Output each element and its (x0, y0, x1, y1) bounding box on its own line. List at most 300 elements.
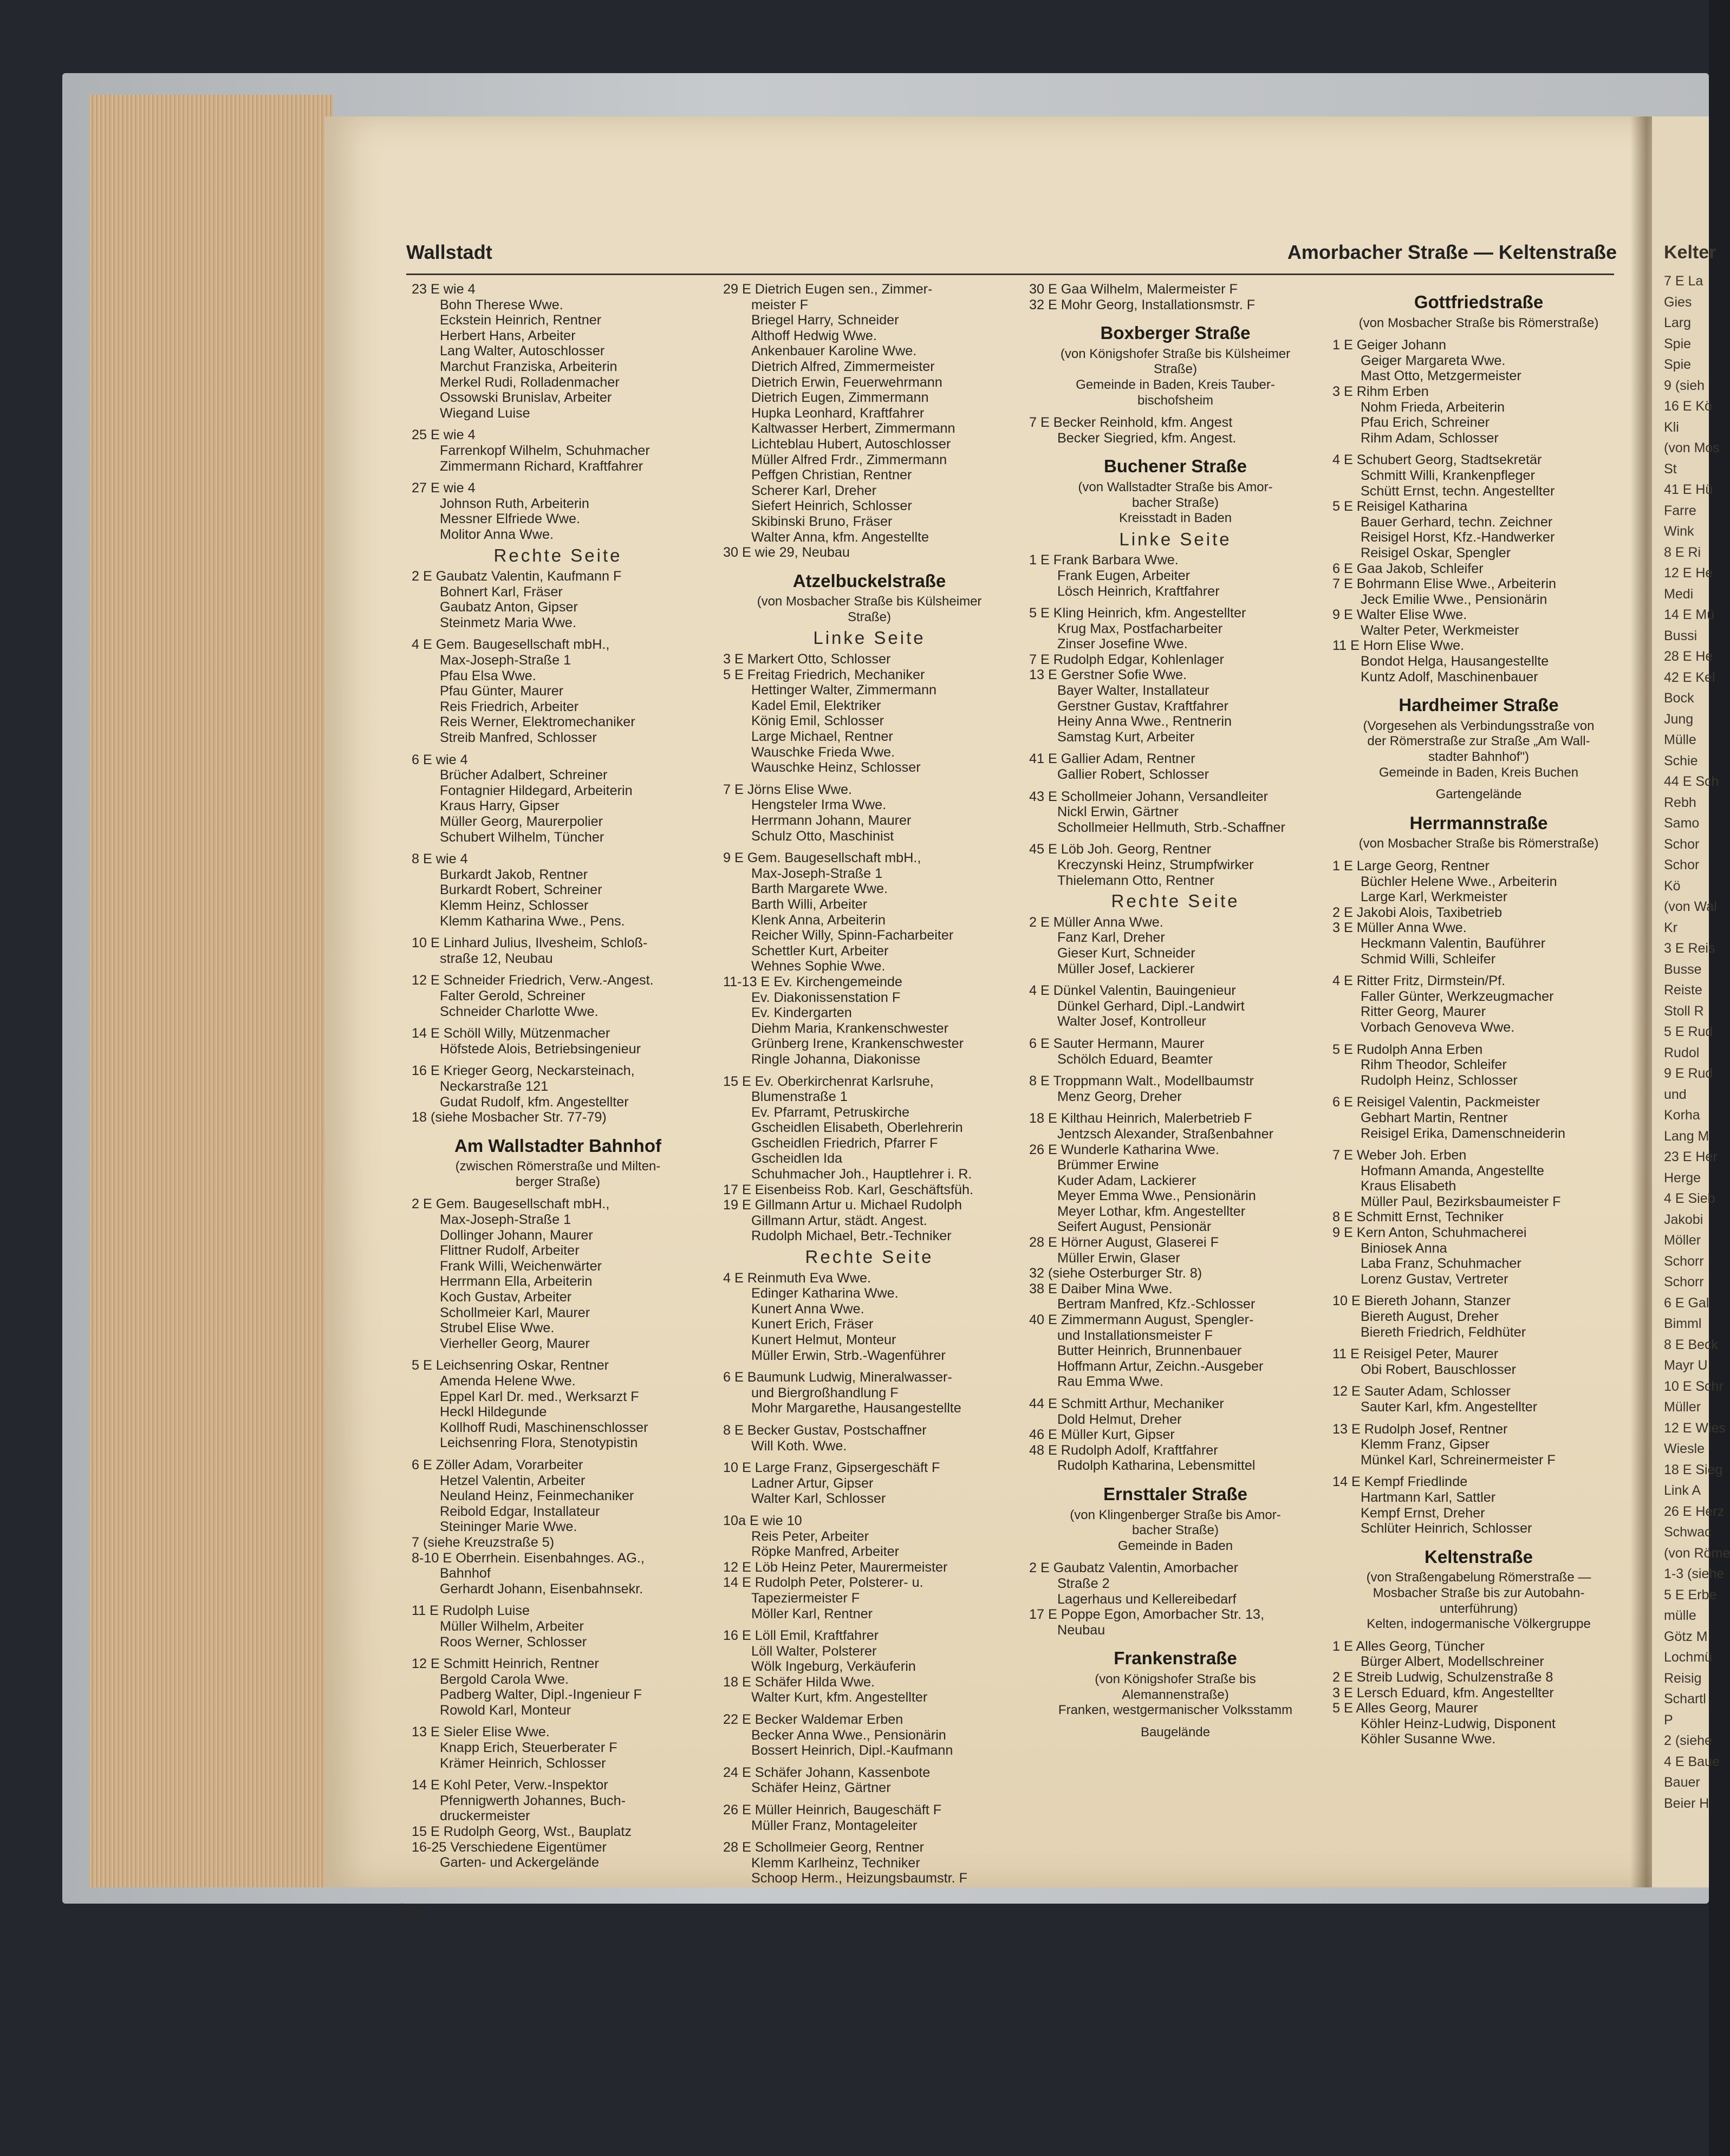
house-entry: 14 E Schöll Willy, Mützenmacher (412, 1026, 610, 1041)
resident-entry: Bohnert Karl, Fräser (440, 584, 563, 600)
street-description: (von Königshofer Straße bis (1095, 1671, 1256, 1686)
spacer (412, 1718, 704, 1724)
resident-entry: Müller Georg, Maurerpolier (440, 814, 603, 829)
street-description: (von Straßengabelung Römerstraße — (1366, 1570, 1591, 1585)
resident-entry: Rau Emma Wwe. (1057, 1374, 1163, 1390)
spacer (1029, 599, 1322, 605)
resident-entry: Barth Willi, Arbeiter (751, 896, 868, 912)
resident-entry: Müller Erwin, Glaser (1057, 1250, 1180, 1266)
resident-entry: Siefert Heinrich, Schlosser (751, 498, 912, 514)
next-page-text-fragment: Rebh (1664, 794, 1696, 810)
spacer (412, 1351, 704, 1358)
resident-entry: Faller Günter, Werkzeugmacher (1361, 988, 1554, 1004)
side-heading: Rechte Seite (1111, 891, 1240, 911)
resident-entry: meister F (751, 297, 808, 312)
spacer (412, 421, 704, 427)
next-page-text-fragment: Bauer (1664, 1775, 1700, 1790)
spacer (1029, 1718, 1322, 1725)
resident-entry: Max-Joseph-Straße 1 (440, 1212, 571, 1228)
next-page-text-fragment: und (1664, 1086, 1687, 1102)
next-page-text-fragment: 3 E Reis (1664, 941, 1715, 956)
resident-entry: Schütt Ernst, techn. Angestellter (1361, 483, 1555, 499)
next-page-text-fragment: Larg (1664, 315, 1692, 330)
next-page-text-fragment: 23 E Her (1664, 1149, 1718, 1164)
resident-entry: Barth Margarete Wwe. (751, 881, 888, 897)
resident-entry: Neubau (1057, 1622, 1105, 1638)
next-page-text-fragment: 41 E Hü (1664, 482, 1713, 497)
spacer (1332, 446, 1625, 452)
resident-entry: Bergold Carola Wwe. (440, 1671, 569, 1687)
spacer (723, 1507, 1016, 1513)
next-page-text-fragment: Schor (1664, 857, 1700, 872)
resident-entry: und Biergroßhandlung F (751, 1385, 899, 1401)
resident-entry: Jeck Emilie Wwe., Pensionärin (1361, 591, 1547, 607)
resident-entry: Kaltwasser Herbert, Zimmermann (751, 421, 955, 437)
resident-entry: Gudat Rudolf, kfm. Angestellter (440, 1094, 629, 1110)
next-page-text-fragment: Schie (1664, 753, 1698, 768)
spacer (412, 1771, 704, 1777)
resident-entry: Seifert August, Pensionär (1057, 1219, 1212, 1235)
resident-entry: Möller Karl, Rentner (751, 1606, 873, 1621)
house-entry: 4 E Reinmuth Eva Wwe. (723, 1270, 871, 1286)
resident-entry: Burkardt Jakob, Rentner (440, 867, 588, 882)
next-page-text-fragment: 4 E Sieb (1664, 1191, 1715, 1206)
resident-entry: Gerhardt Johann, Eisenbahnsekr. (440, 1581, 643, 1597)
house-entry: 6 E Baumunk Ludwig, Mineralwasser- (723, 1370, 952, 1385)
resident-entry: Flittner Rudolf, Arbeiter (440, 1243, 580, 1259)
resident-entry: Müller Alfred Frdr., Zimmermann (751, 452, 947, 467)
spacer (1029, 783, 1322, 789)
next-page-text-fragment: Schor (1664, 836, 1700, 852)
house-entry: 6 E Zöller Adam, Vorarbeiter (412, 1457, 583, 1473)
resident-entry: Strubel Elise Wwe. (440, 1320, 555, 1336)
spacer (1332, 1415, 1625, 1422)
next-page-text-fragment: Schorr (1664, 1274, 1704, 1289)
house-entry: 30 E wie 29, Neubau (723, 545, 850, 561)
house-entry: 2 E Müller Anna Wwe. (1029, 914, 1163, 930)
house-entry: 29 E Dietrich Eugen sen., Zimmer- (723, 282, 933, 297)
resident-entry: Gscheidlen Friedrich, Pfarrer F (751, 1135, 938, 1151)
house-entry: 2 E Gaubatz Valentin, Kaufmann F (412, 569, 622, 584)
resident-entry: Bahnhof (440, 1566, 491, 1581)
resident-entry: Becker Siegried, kfm. Angest. (1057, 430, 1237, 446)
next-page-text-fragment: Reiste (1664, 982, 1702, 998)
next-page-text-fragment: Schartl (1664, 1691, 1706, 1706)
resident-entry: Dietrich Erwin, Feuerwehrmann (751, 374, 942, 390)
resident-entry: Bondot Helga, Hausangestellte (1361, 654, 1549, 669)
running-header-right: Amorbacher Straße — Keltenstraße (1287, 241, 1617, 263)
next-page-text-fragment: Bussi (1664, 628, 1698, 643)
next-page-text-fragment: Stoll R (1664, 1003, 1704, 1019)
resident-entry: Jentzsch Alexander, Straßenbahner (1057, 1126, 1274, 1142)
spacer (723, 1796, 1016, 1802)
resident-entry: Bossert Heinrich, Dipl.-Kaufmann (751, 1743, 953, 1758)
street-description: Franken, westgermanischer Volksstamm (1058, 1703, 1293, 1718)
resident-entry: Klemm Heinz, Schlosser (440, 897, 589, 913)
resident-entry: Löll Walter, Polsterer (751, 1643, 877, 1659)
house-entry: 32 E Mohr Georg, Installationsmstr. F (1029, 297, 1256, 312)
resident-entry: Althoff Hedwig Wwe. (751, 328, 877, 343)
resident-entry: Rowold Karl, Monteur (440, 1702, 571, 1718)
resident-entry: Kempf Ernst, Dreher (1361, 1505, 1485, 1521)
house-entry: 12 E Sauter Adam, Schlosser (1332, 1384, 1511, 1399)
next-page-text-fragment: 5 E Erbe (1664, 1587, 1717, 1603)
resident-entry: Müller Franz, Montageleiter (751, 1818, 918, 1833)
street-description: berger Straße) (515, 1174, 601, 1189)
resident-entry: Frank Willi, Weichenwärter (440, 1258, 602, 1274)
resident-entry: Köhler Heinz-Ludwig, Disponent (1361, 1716, 1556, 1731)
resident-entry: Large Michael, Rentner (751, 729, 893, 745)
house-entry: 11 E Reisigel Peter, Maurer (1332, 1346, 1499, 1362)
street-description: Alemannenstraße) (1122, 1687, 1229, 1702)
street-description: (Vorgesehen als Verbindungsstraße von (1363, 718, 1595, 733)
house-entry: 4 E Dünkel Valentin, Bauingenieur (1029, 983, 1236, 999)
house-entry: 17 E Eisenbeiss Rob. Karl, Geschäftsfüh. (723, 1182, 974, 1197)
resident-entry: Gerstner Gustav, Kraftfahrer (1057, 698, 1228, 714)
house-entry: 15 E Rudolph Georg, Wst., Bauplatz (412, 1824, 632, 1840)
next-page-text-fragment: Götz M (1664, 1629, 1708, 1644)
house-entry: 16 E Krieger Georg, Neckarsteinach, (412, 1063, 635, 1079)
resident-entry: Schmid Willi, Schleifer (1361, 951, 1496, 967)
resident-entry: Bayer Walter, Installateur (1057, 683, 1209, 699)
resident-entry: Reisigel Oskar, Spengler (1361, 545, 1511, 561)
next-page-text-fragment: Beier H (1664, 1795, 1709, 1811)
house-entry: 10a E wie 10 (723, 1513, 802, 1528)
spacer (1332, 852, 1625, 858)
spacer (412, 1019, 704, 1026)
spacer (412, 1451, 704, 1457)
next-page-text-fragment: 14 E Mü (1664, 607, 1715, 622)
resident-entry: Schubert Wilhelm, Tüncher (440, 829, 604, 845)
resident-entry: Marchut Franziska, Arbeiterin (440, 359, 617, 374)
side-heading: Rechte Seite (493, 545, 622, 565)
resident-entry: Becker Anna Wwe., Pensionärin (751, 1727, 946, 1743)
resident-entry: Ankenbauer Karoline Wwe. (751, 343, 917, 359)
column-1 (412, 282, 704, 1871)
next-page-text-fragment: Bimml (1664, 1316, 1702, 1331)
resident-entry: Walter Karl, Schlosser (751, 1491, 886, 1507)
house-entry: 14 E Kohl Peter, Verw.-Inspektor (412, 1777, 608, 1793)
resident-entry: Kunert Erich, Fräser (751, 1317, 874, 1332)
column-3 (1029, 282, 1322, 1740)
resident-entry: Pfennigwerth Johannes, Buch- (440, 1793, 626, 1808)
resident-entry: Edinger Katharina Wwe. (751, 1286, 899, 1301)
column-2 (723, 282, 1016, 1886)
resident-entry: Ritter Georg, Maurer (1361, 1004, 1486, 1020)
house-entry: 11 E Rudolph Luise (412, 1603, 530, 1619)
house-entry: 12 E Löb Heinz Peter, Maurermeister (723, 1559, 948, 1575)
resident-entry: straße 12, Neubau (440, 950, 553, 966)
house-entry: 7 E Weber Joh. Erben (1332, 1148, 1467, 1163)
resident-entry: Lichteblau Hubert, Autoschlosser (751, 436, 951, 452)
house-entry: 11-13 E Ev. Kirchengemeinde (723, 974, 902, 989)
resident-entry: Padberg Walter, Dipl.-Ingenieur F (440, 1687, 642, 1703)
spacer (412, 1190, 704, 1196)
street-description: Mosbacher Straße bis zur Autobahn- (1373, 1585, 1585, 1600)
resident-entry: Büchler Helene Wwe., Arbeiterin (1361, 874, 1557, 889)
house-entry: 43 E Schollmeier Johann, Versandleiter (1029, 789, 1269, 804)
resident-entry: Burkardt Robert, Schreiner (440, 882, 602, 898)
resident-entry: Rudolph Katharina, Lebensmittel (1057, 1458, 1256, 1474)
street-heading: Ernsttaler Straße (1103, 1483, 1247, 1504)
resident-entry: Münkel Karl, Schreinermeister F (1361, 1452, 1556, 1468)
column-4 (1332, 282, 1625, 1747)
spacer (1332, 1287, 1625, 1293)
house-entry: 16 E Löll Emil, Kraftfahrer (723, 1628, 879, 1644)
next-page-text-fragment: 5 E Rud (1664, 1024, 1713, 1039)
next-page-text-fragment: 8 E Ri (1664, 544, 1701, 560)
street-description: Straße) (1153, 362, 1197, 377)
resident-entry: Schollmeier Karl, Maurer (440, 1305, 590, 1320)
house-entry: 9 E Walter Elise Wwe. (1332, 607, 1467, 623)
resident-entry: Schuhmacher Joh., Hauptlehrer i. R. (751, 1167, 972, 1182)
resident-entry: Schulz Otto, Maschinist (751, 828, 894, 844)
spacer (723, 1705, 1016, 1712)
next-page-header: Kelter (1664, 242, 1716, 263)
resident-entry: Roos Werner, Schlosser (440, 1634, 587, 1650)
next-page-text-fragment: Gies (1664, 294, 1692, 310)
house-entry: 8 E wie 4 (412, 851, 468, 867)
next-page-text-fragment: Mülle (1664, 732, 1696, 747)
resident-entry: Klemm Franz, Gipser (1361, 1437, 1490, 1452)
next-page-text-fragment: Mayr U (1664, 1358, 1708, 1373)
spacer (1332, 1468, 1625, 1474)
house-entry: 22 E Becker Waldemar Erben (723, 1712, 903, 1728)
house-entry: 4 E Schubert Georg, Stadtsekretär (1332, 452, 1542, 468)
house-entry: 11 E Horn Elise Wwe. (1332, 638, 1465, 654)
house-entry: 1 E Large Georg, Rentner (1332, 858, 1490, 874)
next-page-text-fragment: 10 E Schr (1664, 1378, 1724, 1394)
resident-entry: Kraus Elisabeth (1361, 1178, 1456, 1194)
next-page-text-fragment: 6 E Gal (1664, 1295, 1709, 1311)
resident-entry: Kunert Anna Wwe. (751, 1301, 864, 1317)
page-number: 214 (398, 1900, 426, 1920)
resident-entry: Obi Robert, Bauschlosser (1361, 1362, 1516, 1377)
resident-entry: Gaubatz Anton, Gipser (440, 600, 578, 615)
next-page-text-fragment: 12 E Wies (1664, 1420, 1726, 1436)
house-entry: 40 E Zimmermann August, Spengler- (1029, 1312, 1254, 1328)
house-entry: 46 E Müller Kurt, Gipser (1029, 1427, 1175, 1443)
spacer (1029, 408, 1322, 415)
side-heading: Linke Seite (1119, 529, 1232, 549)
spacer (723, 1416, 1016, 1423)
next-page-text-fragment: Farre (1664, 503, 1696, 518)
spacer (1332, 1340, 1625, 1346)
next-page-text-fragment: Müller (1664, 1399, 1701, 1415)
spacer (1332, 331, 1625, 337)
resident-entry: Rihm Theodor, Schleifer (1361, 1057, 1507, 1073)
resident-entry: Gebhart Martin, Rentner (1361, 1110, 1508, 1125)
house-entry: 6 E Gaa Jakob, Schleifer (1332, 561, 1484, 576)
resident-entry: Herrmann Ella, Arbeiterin (440, 1274, 593, 1289)
resident-entry: Max-Joseph-Straße 1 (440, 653, 571, 668)
resident-entry: Gallier Robert, Schlosser (1057, 767, 1209, 783)
resident-entry: Molitor Anna Wwe. (440, 526, 554, 542)
resident-entry: Messner Elfriede Wwe. (440, 511, 580, 527)
resident-entry: Bürger Albert, Modellschreiner (1361, 1654, 1544, 1670)
next-page-text-fragment: Kö (1664, 878, 1681, 894)
resident-entry: Butter Heinrich, Brunnenbauer (1057, 1343, 1242, 1359)
resident-entry: Will Koth. Wwe. (751, 1438, 847, 1454)
house-entry: 32 (siehe Osterburger Str. 8) (1029, 1266, 1202, 1281)
street-description: Gemeinde in Baden, Kreis Buchen (1378, 765, 1579, 780)
next-page-text-fragment: 18 E Sieg (1664, 1462, 1723, 1477)
resident-entry: Brücher Adalbert, Schreiner (440, 767, 608, 783)
house-entry: 5 E Leichsenring Oskar, Rentner (412, 1358, 609, 1373)
house-entry: 18 (siehe Mosbacher Str. 77-79) (412, 1110, 607, 1125)
street-heading: Boxberger Straße (1100, 323, 1251, 343)
resident-entry: Merkel Rudi, Rolladenmacher (440, 374, 620, 390)
spacer (412, 845, 704, 851)
resident-entry: Steinmetz Maria Wwe. (440, 615, 576, 630)
resident-entry: Fanz Karl, Dreher (1057, 930, 1165, 946)
resident-entry: Müller Wilhelm, Arbeiter (440, 1618, 584, 1634)
resident-entry: Krämer Heinrich, Schlosser (440, 1755, 606, 1771)
house-entry: 7 E Bohrmann Elise Wwe., Arbeiterin (1332, 576, 1556, 592)
spacer (1332, 1141, 1625, 1148)
next-page-text-fragment: Busse (1664, 961, 1702, 977)
next-page-text-fragment: Samo (1664, 816, 1700, 831)
resident-entry: Köhler Susanne Wwe. (1361, 1731, 1496, 1747)
resident-entry: Hofmann Amanda, Angestellte (1361, 1163, 1544, 1178)
spacer (723, 1363, 1016, 1370)
resident-entry: Hupka Leonhard, Kraftfahrer (751, 405, 925, 421)
house-entry: 41 E Gallier Adam, Rentner (1029, 751, 1195, 767)
resident-entry: Reibold Edgar, Installateur (440, 1503, 600, 1519)
house-entry: 23 E wie 4 (412, 282, 476, 297)
resident-entry: Ladner Artur, Gipser (751, 1475, 874, 1491)
resident-entry: Hettinger Walter, Zimmermann (751, 682, 936, 698)
resident-entry: Geiger Margareta Wwe. (1361, 353, 1506, 368)
house-entry: 26 E Wunderle Katharina Wwe. (1029, 1142, 1219, 1157)
resident-entry: Knapp Erich, Steuerberater F (440, 1740, 617, 1756)
resident-entry: Kadel Emil, Elektriker (751, 698, 881, 713)
street-description: Gartengelände (1435, 787, 1522, 802)
resident-entry: Bertram Manfred, Kfz.-Schlosser (1057, 1297, 1256, 1312)
resident-entry: Brümmer Erwine (1057, 1157, 1159, 1173)
resident-entry: Samstag Kurt, Arbeiter (1057, 729, 1195, 745)
resident-entry: Rihm Adam, Schlosser (1361, 430, 1499, 446)
resident-entry: Laba Franz, Schuhmacher (1361, 1256, 1521, 1272)
street-description: Straße) (847, 609, 891, 624)
resident-entry: Neckarstraße 121 (440, 1078, 549, 1094)
street-description: Gemeinde in Baden (1117, 1538, 1233, 1553)
street-description: (von Klingenberger Straße bis Amor- (1070, 1507, 1281, 1522)
house-entry: 16-25 Verschiedene Eigentümer (412, 1839, 607, 1855)
next-page-text-fragment: Schwac (1664, 1525, 1712, 1540)
house-entry: 8 E Becker Gustav, Postschaffner (723, 1422, 927, 1438)
spacer (1332, 967, 1625, 973)
house-entry: 6 E Sauter Hermann, Maurer (1029, 1035, 1205, 1051)
next-page-text-fragment: Jakobi (1664, 1211, 1703, 1227)
resident-entry: Schollmeier Hellmuth, Strb.-Schaffner (1057, 819, 1285, 835)
resident-entry: Blumenstraße 1 (751, 1089, 848, 1105)
resident-entry: Johnson Ruth, Arbeiterin (440, 496, 589, 511)
resident-entry: Lorenz Gustav, Vertreter (1361, 1271, 1508, 1287)
next-page-text-fragment: (von Wal (1664, 899, 1717, 914)
house-entry: 44 E Schmitt Arthur, Mechaniker (1029, 1396, 1224, 1411)
next-page-text-fragment: Spie (1664, 357, 1692, 372)
spacer (1332, 1088, 1625, 1095)
next-page-text-fragment: Lang M (1664, 1128, 1709, 1144)
spacer (723, 1067, 1016, 1074)
resident-entry: Gscheidlen Ida (751, 1151, 843, 1167)
next-page-text-fragment: 1-3 (siehe (1664, 1566, 1725, 1581)
house-entry: 28 E Schollmeier Georg, Rentner (723, 1840, 924, 1855)
street-description: Kelten, indogermanische Völkergruppe (1367, 1617, 1591, 1632)
street-description: (von Königshofer Straße bis Külsheimer (1060, 346, 1291, 361)
house-entry: 18 E Kilthau Heinrich, Malerbetrieb F (1029, 1111, 1252, 1126)
resident-entry: Kreczynski Heinz, Strumpfwirker (1057, 857, 1254, 872)
next-page-text-fragment: 9 (sieh (1664, 377, 1705, 393)
house-entry: 1 E Frank Barbara Wwe. (1029, 552, 1179, 568)
house-entry: 8-10 E Oberrhein. Eisenbahnges. AG., (412, 1550, 645, 1566)
resident-entry: Amenda Helene Wwe. (440, 1373, 576, 1389)
house-entry: 28 E Hörner August, Glaserei F (1029, 1235, 1219, 1250)
resident-entry: Falter Gerold, Schreiner (440, 988, 586, 1004)
house-entry: 6 E wie 4 (412, 752, 468, 767)
resident-entry: Nickl Erwin, Gärtner (1057, 804, 1179, 820)
spacer (1029, 1104, 1322, 1111)
resident-entry: Vierheller Georg, Maurer (440, 1336, 590, 1351)
house-entry: 7 E Becker Reinhold, kfm. Angest (1029, 415, 1233, 431)
resident-entry: Kuntz Adolf, Maschinenbauer (1361, 669, 1538, 685)
street-description: unterführung) (1439, 1601, 1518, 1616)
next-page-text-fragment: Möller (1664, 1233, 1701, 1248)
resident-entry: Gillmann Artur, städt. Angest. (751, 1213, 927, 1228)
resident-entry: Steininger Marie Wwe. (440, 1519, 577, 1535)
house-entry: 5 E Reisigel Katharina (1332, 499, 1468, 514)
spacer (1029, 1030, 1322, 1036)
resident-entry: Schettler Kurt, Arbeiter (751, 943, 889, 959)
resident-entry: Garten- und Ackergelände (440, 1855, 600, 1871)
resident-entry: Lösch Heinrich, Kraftfahrer (1057, 583, 1220, 599)
resident-entry: Tapeziermeister F (751, 1590, 860, 1606)
spacer (412, 474, 704, 480)
spacer (412, 1057, 704, 1063)
resident-entry: König Emil, Schlosser (751, 713, 884, 729)
house-entry: 6 E Reisigel Valentin, Packmeister (1332, 1095, 1540, 1110)
house-entry: 15 E Ev. Oberkirchenrat Karlsruhe, (723, 1073, 934, 1089)
resident-entry: Reis Friedrich, Arbeiter (440, 699, 579, 714)
house-entry: 14 E Kempf Friedlinde (1332, 1474, 1468, 1490)
next-page-text-fragment: Rudol (1664, 1045, 1700, 1060)
street-description: (von Mosbacher Straße bis Külsheimer (757, 594, 982, 609)
resident-entry: Skibinski Bruno, Fräser (751, 513, 893, 529)
resident-entry: Klemm Katharina Wwe., Pens. (440, 913, 625, 929)
resident-entry: Kollhoff Rudi, Maschinenschlosser (440, 1419, 648, 1435)
house-entry: 7 E Rudolph Edgar, Kohlenlager (1029, 652, 1224, 667)
next-page-text-fragment: St (1664, 461, 1677, 477)
street-heading: Atzelbuckelstraße (792, 570, 946, 591)
house-entry: 3 E Müller Anna Wwe. (1332, 920, 1467, 936)
resident-entry: Klemm Karlheinz, Techniker (751, 1855, 920, 1871)
resident-entry: Zinser Josefine Wwe. (1057, 636, 1188, 652)
house-entry: 13 E Gerstner Sofie Wwe. (1029, 667, 1187, 683)
next-page-text-fragment: Herge (1664, 1170, 1701, 1186)
house-entry: 5 E Alles Georg, Maurer (1332, 1701, 1478, 1716)
house-entry: 2 E Gem. Baugesellschaft mbH., (412, 1196, 610, 1212)
house-entry: 2 E Jakobi Alois, Taxibetrieb (1332, 904, 1503, 920)
resident-entry: Wauschke Frieda Wwe. (751, 744, 895, 760)
next-page-text-fragment: 16 E Kö (1664, 399, 1712, 414)
resident-entry: Dünkel Gerhard, Dipl.-Landwirt (1057, 998, 1245, 1014)
house-entry: 2 E Gaubatz Valentin, Amorbacher (1029, 1560, 1238, 1576)
resident-entry: Gscheidlen Elisabeth, Oberlehrerin (751, 1120, 963, 1136)
next-page-text-fragment: Reisig (1664, 1670, 1702, 1686)
resident-entry: Walter Peter, Werkmeister (1361, 622, 1519, 638)
house-entry: 45 E Löb Joh. Georg, Rentner (1029, 842, 1212, 857)
